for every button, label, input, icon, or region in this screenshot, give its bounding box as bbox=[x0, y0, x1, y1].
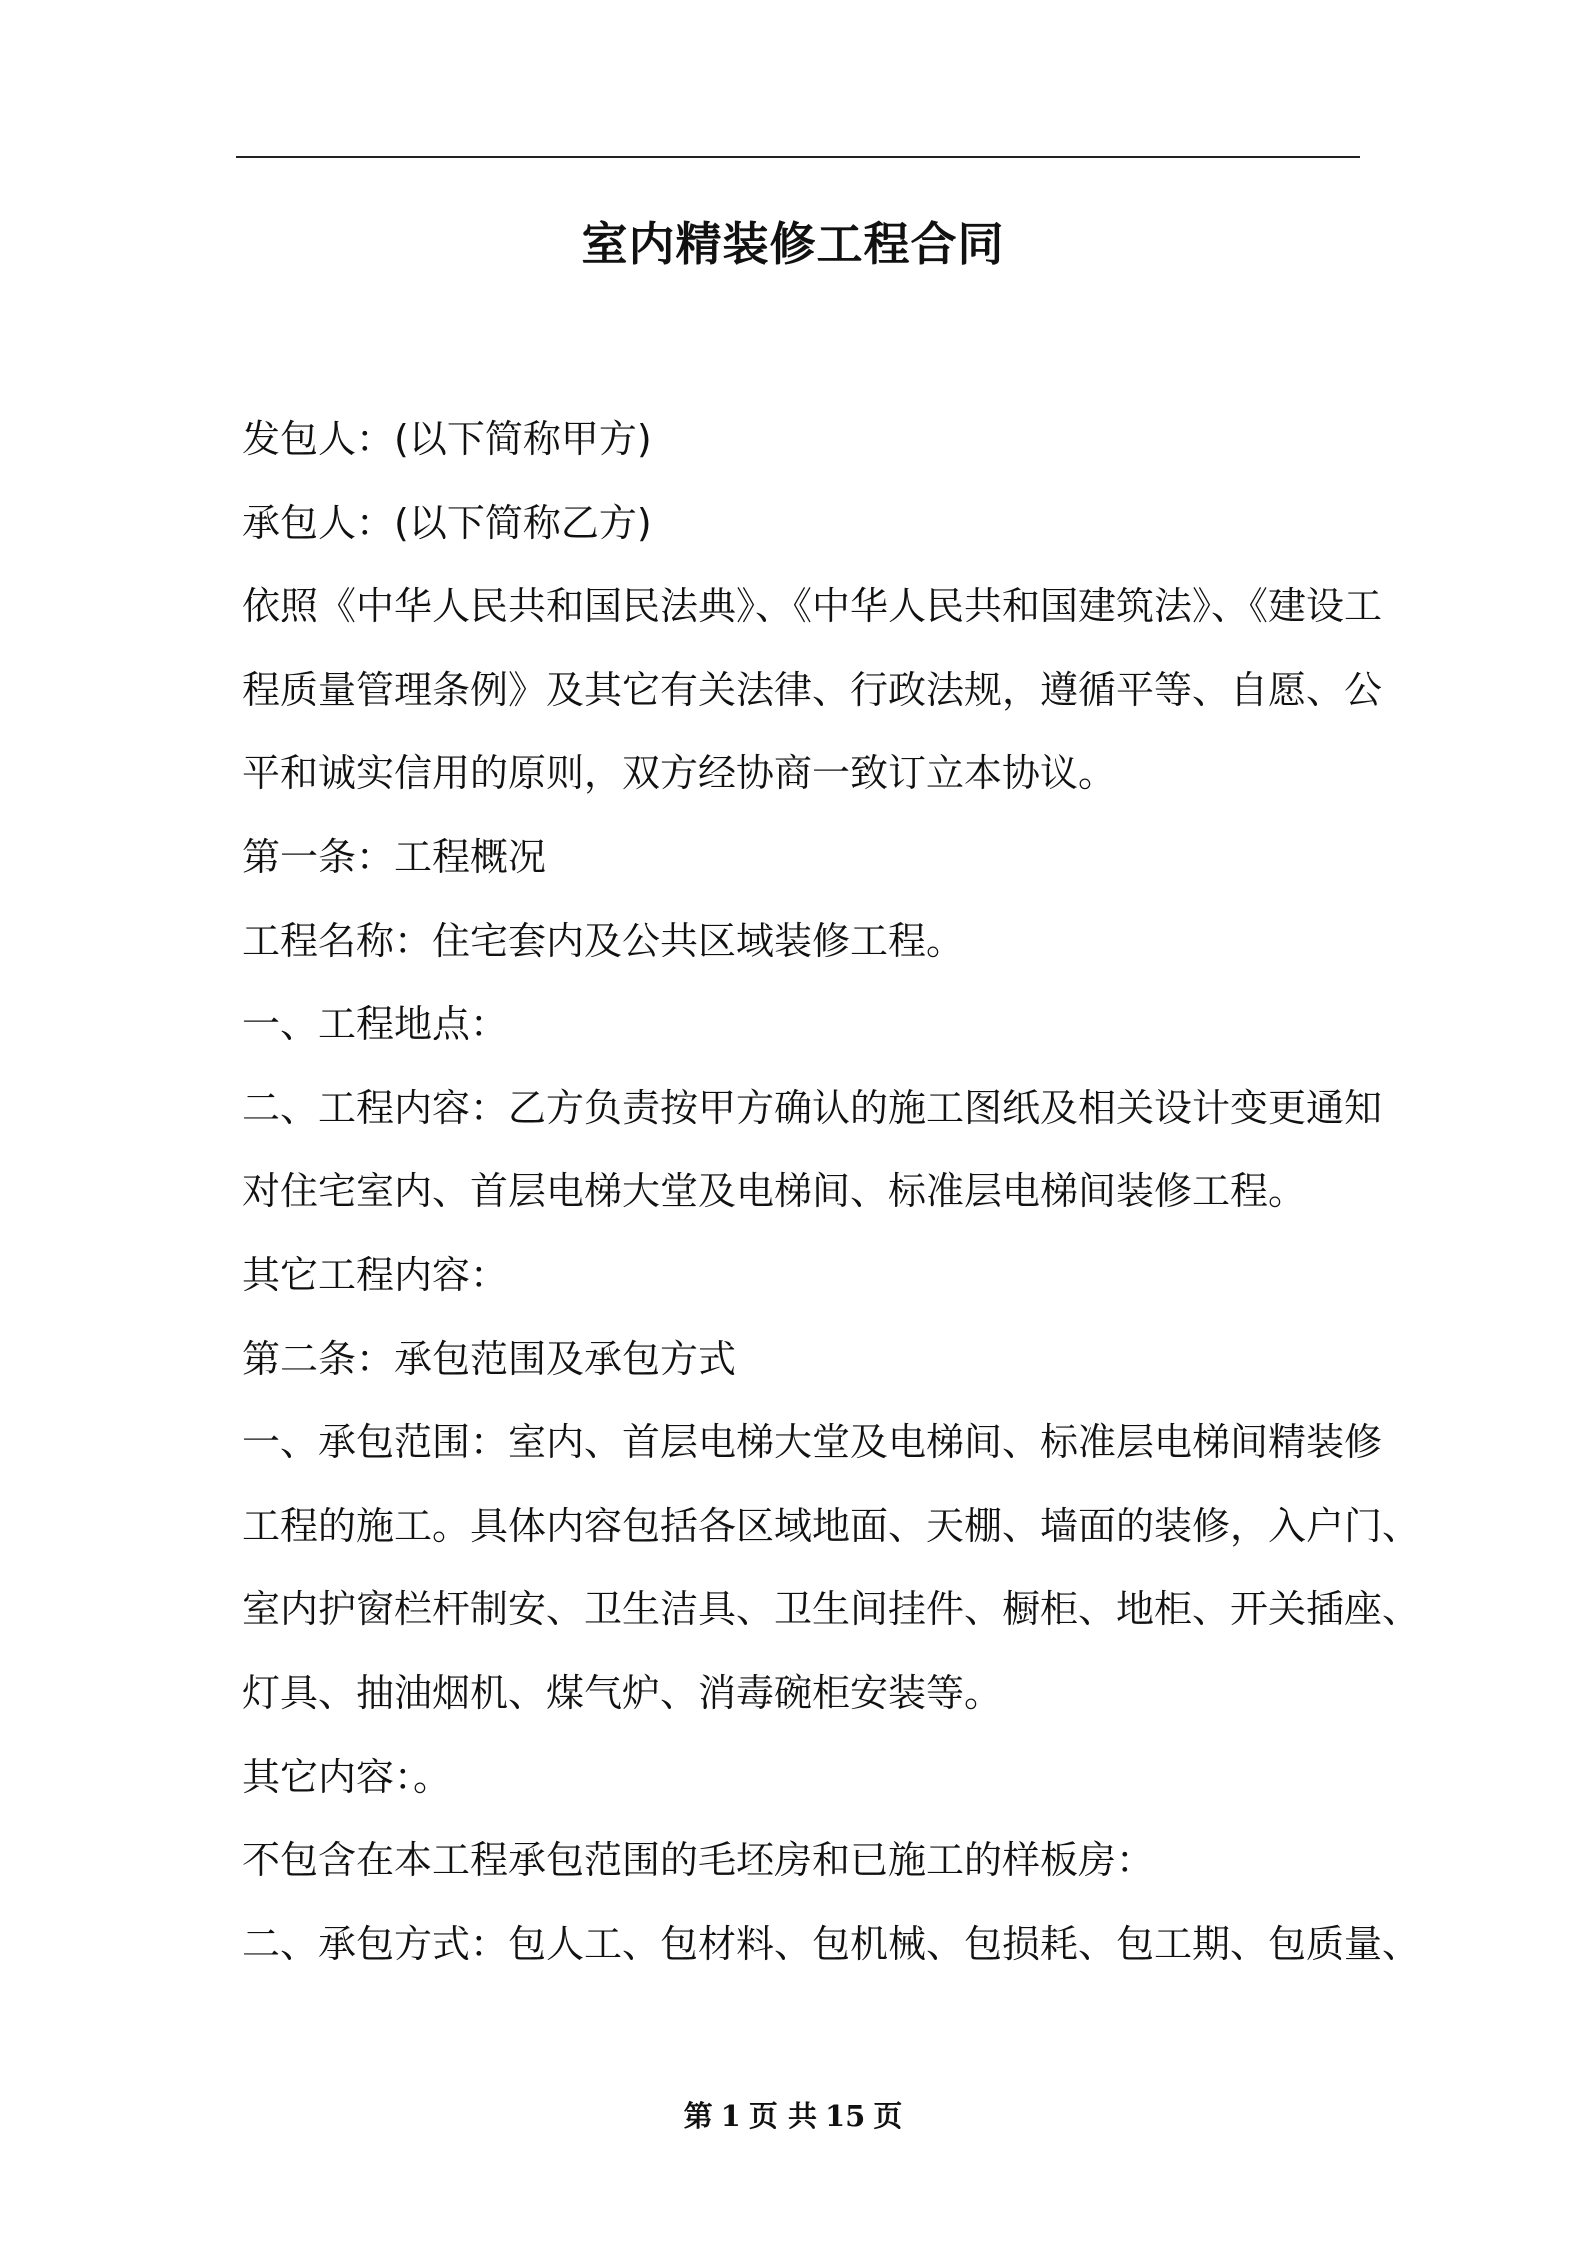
paragraph-line: 工程的施工。具体内容包括各区域地面、天棚、墙面的装修，入户门、 bbox=[242, 1503, 1421, 1548]
paragraph-line: 第二条：承包范围及承包方式 bbox=[242, 1336, 737, 1381]
paragraph-line: 对住宅室内、首层电梯大堂及电梯间、标准层电梯间装修工程。 bbox=[242, 1169, 1307, 1214]
document-body bbox=[242, 398, 1421, 1986]
page-suffix: 页 bbox=[873, 2099, 903, 2133]
paragraph-line: 承包人：(以下简称乙方) bbox=[242, 500, 652, 545]
paragraph-line: 平和诚实信用的原则，双方经协商一致订立本协议。 bbox=[242, 751, 1117, 796]
paragraph-line: 依照《中华人民共和国民法典》、《中华人民共和国建筑法》、《建设工 bbox=[242, 584, 1383, 629]
paragraph-line: 二、承包方式：包人工、包材料、包机械、包损耗、包工期、包质量、 bbox=[242, 1921, 1421, 1966]
paragraph-line: 第一条：工程概况 bbox=[242, 834, 547, 879]
paragraph-line: 程质量管理条例》及其它有关法律、行政法规，遵循平等、自愿、公 bbox=[242, 667, 1383, 712]
page-prefix: 第 bbox=[683, 2099, 713, 2133]
paragraph-line: 室内护窗栏杆制安、卫生洁具、卫生间挂件、橱柜、地柜、开关插座、 bbox=[242, 1587, 1421, 1632]
paragraph-line: 灯具、抽油烟机、煤气炉、消毒碗柜安装等。 bbox=[242, 1670, 1003, 1715]
document-title: 室内精装修工程合同 bbox=[581, 217, 1005, 271]
paragraph-line: 不包含在本工程承包范围的毛坯房和已施工的样板房： bbox=[242, 1838, 1155, 1883]
paragraph-line: 一、承包范围：室内、首层电梯大堂及电梯间、标准层电梯间精装修 bbox=[242, 1420, 1383, 1465]
paragraph-line: 一、工程地点： bbox=[242, 1002, 509, 1047]
header-rule bbox=[236, 156, 1360, 158]
paragraph-line: 其它内容：。 bbox=[242, 1754, 452, 1799]
paragraph-line: 其它工程内容： bbox=[242, 1252, 509, 1297]
page-middle: 页 共 bbox=[748, 2099, 817, 2133]
page-footer bbox=[0, 2096, 1586, 2136]
paragraph-line: 发包人：(以下简称甲方) bbox=[242, 417, 652, 461]
page-number: 1 bbox=[720, 2099, 741, 2133]
total-pages: 15 bbox=[824, 2099, 866, 2133]
paragraph-line: 工程名称：住宅套内及公共区域装修工程。 bbox=[242, 918, 965, 963]
paragraph-line: 二、工程内容：乙方负责按甲方确认的施工图纸及相关设计变更通知 bbox=[242, 1085, 1383, 1130]
